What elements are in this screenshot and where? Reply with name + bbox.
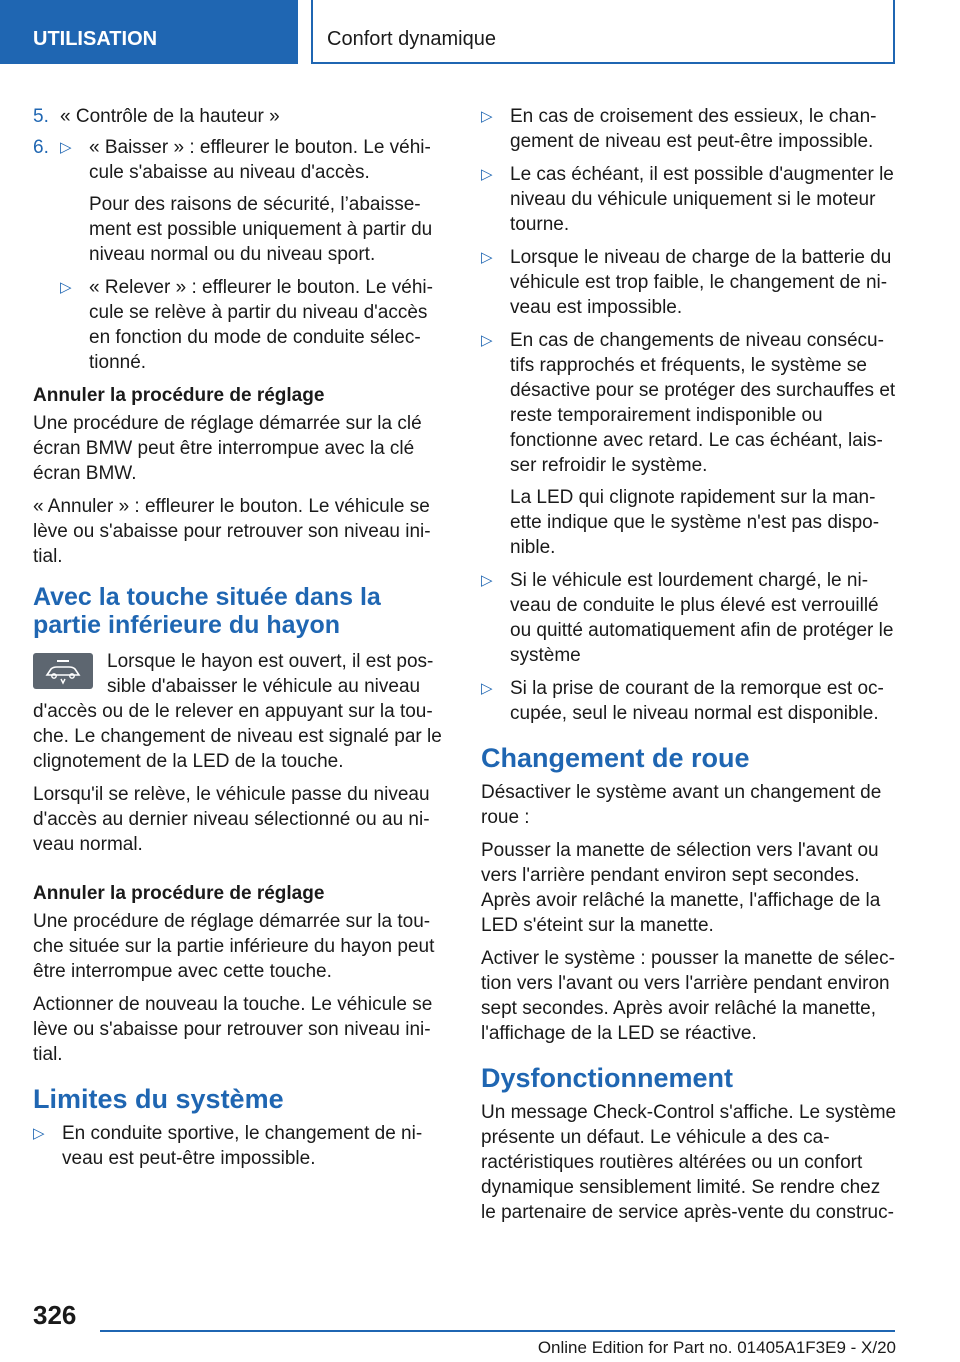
- car-lowering-icon: [33, 653, 93, 689]
- triangle-bullet-icon: ▷: [33, 1125, 45, 1142]
- sub-text: « Baisser » : effleurer le bouton. Le véhicule s'abaisse au niveau d'accès.: [89, 137, 431, 183]
- section-heading: Dysfonctionnement: [481, 1063, 734, 1093]
- bullet-item: [481, 328, 899, 560]
- footer-edition: Online Edition for Part no. 01405A1F3E9 - X/20: [537, 1338, 896, 1357]
- bullet-item: [481, 568, 899, 668]
- paragraph: Une procédure de réglage démarrée sur la clé écran BMW peut être interrompue avec la clé écran BMW.: [33, 413, 422, 484]
- sub-text: « Relever » : effleurer le bouton. Le véhicule se relève à partir du niveau d'accès en fonction du mode de conduite sélectionné.: [89, 277, 433, 373]
- paragraph: Pousser la manette de sélection vers l'avant ou vers l'arrière pendant environ sept secondes. Après avoir relâché la manette, l'affichage de la LED s'éteint sur la manette.: [481, 840, 881, 936]
- triangle-bullet-icon: ▷: [481, 166, 493, 183]
- paragraph: Lorsque le hayon est ouvert, il est possible d'abaisser le véhicule au niveau d'accès ou de le relever en appuyant sur la touche. Le changement de niveau est signalé par le clignotement de la LED de la touche.: [33, 651, 442, 772]
- triangle-bullet-icon: ▷: [481, 680, 493, 697]
- bullet-text: En conduite sportive, le changement de niveau est peut-être impossible.: [62, 1123, 423, 1169]
- list-number: 6.: [33, 137, 49, 158]
- triangle-bullet-icon: ▷: [60, 139, 72, 156]
- car-lowering-button-icon: [33, 653, 93, 689]
- paragraph: Lorsqu'il se relève, le véhicule passe du niveau d'accès au dernier niveau sélectionné ou au niveau normal.: [33, 784, 430, 855]
- triangle-bullet-icon: ▷: [481, 249, 493, 266]
- paragraph: Un message Check-Control s'affiche. Le système présente un défaut. Le véhicule a des caractéristiques routières altérées ou un confort dynamique sensiblement limité. Se rendre chez le partenaire de service après-vente du construc-: [481, 1102, 897, 1223]
- header-section: UTILISATION: [0, 0, 298, 64]
- page-number: 326: [33, 1300, 77, 1330]
- section-heading: Limites du système: [33, 1084, 284, 1114]
- left-column: [33, 104, 443, 1179]
- bullet-text: En cas de croisement des essieux, le changement de niveau est peut-être impossible.: [510, 106, 877, 152]
- triangle-bullet-icon: ▷: [481, 108, 493, 125]
- list-item-6: [33, 135, 443, 375]
- sub-text: Pour des raisons de sécurité, l’abaissement est possible uniquement à partir du niveau normal ou du niveau sport.: [89, 194, 433, 265]
- bullet-item: [481, 104, 899, 154]
- list-text: « Contrôle de la hauteur »: [60, 106, 280, 127]
- paragraph: Une procédure de réglage démarrée sur la touche située sur la partie inférieure du hayon peut être interrompue avec cette touche.: [33, 911, 435, 982]
- paragraph: Actionner de nouveau la touche. Le véhicule se lève ou s'abaisse pour retrouver son niveau initial.: [33, 994, 433, 1065]
- footer-divider: [100, 1330, 895, 1332]
- section-heading: Changement de roue: [481, 743, 750, 773]
- bullet-text: Le cas échéant, il est possible d'augmenter le niveau du véhicule uniquement si le moteur tourne.: [510, 164, 894, 235]
- bullet-text: En cas de changements de niveau consécutifs rapprochés et fréquents, le système se désactive pour se protéger des surchauffes et reste temporairement indisponible ou fonctionne avec retard. Le cas échéant, laisser refroidir le système.: [510, 330, 896, 476]
- subheading: Annuler la procédure de réglage: [33, 883, 325, 904]
- paragraph: Activer le système : pousser la manette de sélection vers l'avant ou vers l'arrière pendant environ sept secondes. Après avoir relâché la manette, l'affichage de la LED se réactive.: [481, 948, 895, 1044]
- paragraph: « Annuler » : effleurer le bouton. Le véhicule se lève ou s'abaisse pour retrouver son niveau initial.: [33, 496, 431, 567]
- triangle-bullet-icon: ▷: [60, 279, 72, 296]
- paragraph: Désactiver le système avant un changement de roue :: [481, 782, 882, 828]
- subheading: Annuler la procédure de réglage: [33, 385, 325, 406]
- sub-item-lower: [60, 135, 443, 267]
- bullet-item: [481, 245, 899, 320]
- sub-item-raise: [60, 275, 443, 375]
- bullet-text: Si le véhicule est lourdement chargé, le niveau de conduite le plus élevé est verrouillé ou quitté automatiquement afin de protéger le système: [510, 570, 894, 666]
- bullet-text: Si la prise de courant de la remorque est occupée, seul le niveau normal est disponible.: [510, 678, 884, 724]
- bullet-item: [481, 676, 899, 726]
- bullet-text: Lorsque le niveau de charge de la batterie du véhicule est trop faible, le changement de niveau est impossible.: [510, 247, 892, 318]
- list-item-5: [33, 104, 443, 129]
- section-heading: Avec la touche située dans la partie inférieure du hayon: [33, 583, 381, 639]
- bullet-item: [481, 162, 899, 237]
- right-column: [481, 104, 899, 1233]
- triangle-bullet-icon: ▷: [481, 332, 493, 349]
- bullet-text: La LED qui clignote rapidement sur la manette indique que le système n'est pas disponible.: [510, 487, 880, 558]
- header-chapter: Confort dynamique: [311, 0, 895, 64]
- bullet-item: [33, 1121, 443, 1171]
- list-number: 5.: [33, 106, 49, 127]
- triangle-bullet-icon: ▷: [481, 572, 493, 589]
